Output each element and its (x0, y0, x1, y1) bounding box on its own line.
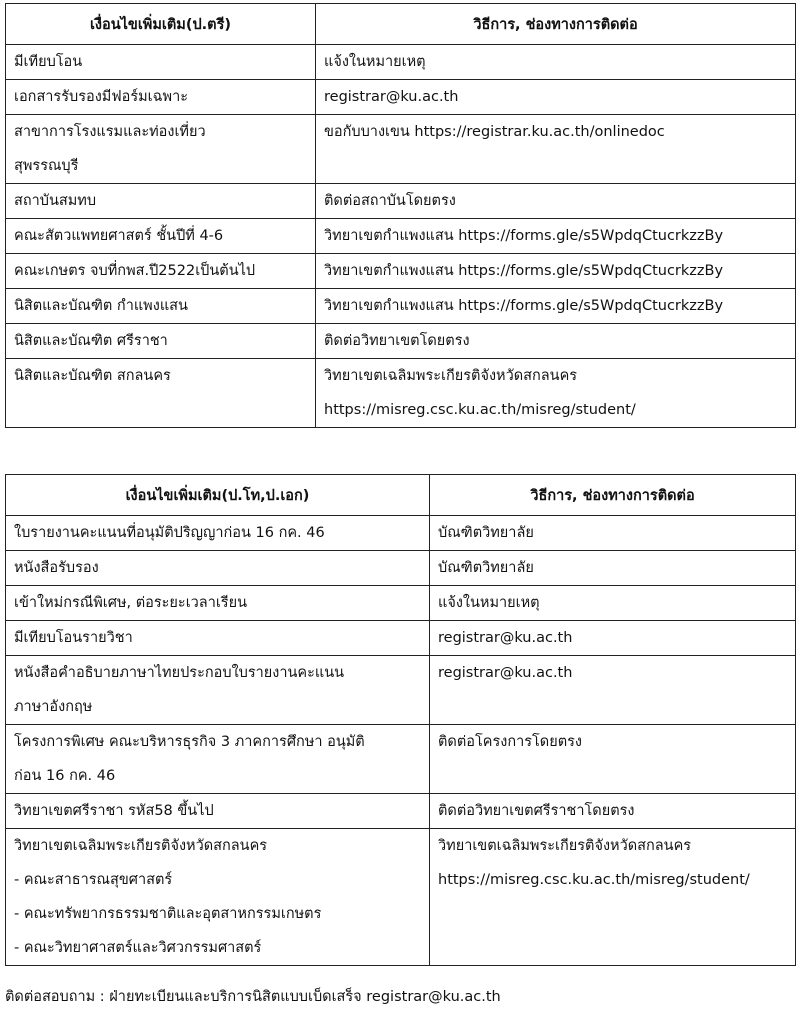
condition-text: วิทยาเขตเฉลิมพระเกียรติจังหวัดสกลนคร (14, 838, 268, 854)
table-row (6, 359, 796, 428)
contact-text: แจ้งในหมายเหตุ (438, 595, 540, 611)
contact-cell (316, 254, 796, 289)
condition-cell (6, 551, 430, 586)
table-row (6, 794, 796, 829)
contact-cell (316, 80, 796, 115)
condition-cell (6, 184, 316, 219)
condition-cell (6, 829, 430, 966)
condition-cell (6, 289, 316, 324)
condition-column-header: เงื่อนไขเพิ่มเติม(ป.โท,ป.เอก) (6, 475, 430, 516)
contact-cell (316, 219, 796, 254)
condition-cell (6, 621, 430, 656)
condition-cell (6, 324, 316, 359)
condition-text: คณะเกษตร จบที่กพส.ปี2522เป็นต้นไป (14, 263, 256, 279)
condition-text: มีเทียบโอนรายวิชา (14, 630, 133, 646)
condition-text: - คณะสาธารณสุขศาสตร์ (14, 872, 173, 888)
contact-cell (430, 794, 796, 829)
table-row (6, 80, 796, 115)
condition-text: มีเทียบโอน (14, 54, 83, 70)
condition-cell (6, 219, 316, 254)
contact-cell (316, 45, 796, 80)
contact-text: วิทยาเขตกำแพงแสน https://forms.gle/s5WpdqCtucrkzzBy (324, 228, 724, 244)
condition-text: หนังสือคำอธิบายภาษาไทยประกอบใบรายงานคะแนน (14, 665, 345, 681)
table-row (6, 254, 796, 289)
table-row (6, 45, 796, 80)
condition-text: เอกสารรับรองมีฟอร์มเฉพาะ (14, 89, 188, 105)
condition-cell (6, 586, 430, 621)
contact-cell (430, 621, 796, 656)
condition-text: หนังสือรับรอง (14, 560, 99, 576)
contact-text: แจ้งในหมายเหตุ (324, 54, 426, 70)
contact-text: registrar@ku.ac.th (438, 630, 573, 646)
contact-text: วิทยาเขตเฉลิมพระเกียรติจังหวัดสกลนคร (324, 368, 578, 384)
contact-cell (430, 725, 796, 794)
contact-cell (430, 516, 796, 551)
table-header-row (6, 4, 796, 45)
condition-cell (6, 45, 316, 80)
condition-cell (6, 254, 316, 289)
contact-text: บัณฑิตวิทยาลัย (438, 525, 534, 541)
contact-cell (430, 829, 796, 966)
contact-text: https://misreg.csc.ku.ac.th/misreg/student/ (438, 872, 750, 888)
condition-text: คณะสัตวแพทยศาสตร์ ชั้นปีที่ 4-6 (14, 228, 224, 244)
condition-cell (6, 725, 430, 794)
contact-cell (316, 324, 796, 359)
table-row (6, 656, 796, 725)
contact-cell (316, 289, 796, 324)
contact-cell (430, 586, 796, 621)
contact-text: ติดต่อวิทยาเขตศรีราชาโดยตรง (438, 803, 635, 819)
contact-text: วิทยาเขตกำแพงแสน https://forms.gle/s5WpdqCtucrkzzBy (324, 263, 724, 279)
condition-text: นิสิตและบัณฑิต สกลนคร (14, 368, 171, 384)
condition-text: นิสิตและบัณฑิต ศรีราชา (14, 333, 168, 349)
condition-text: สาขาการโรงแรมและท่องเที่ยว (14, 124, 206, 140)
condition-text: วิทยาเขตศรีราชา รหัส58 ขึ้นไป (14, 803, 214, 819)
condition-text: สุพรรณบุรี (14, 158, 79, 174)
table-row (6, 621, 796, 656)
condition-text: - คณะทรัพยากรธรรมชาติและอุตสาหกรรมเกษตร (14, 906, 322, 922)
condition-cell (6, 80, 316, 115)
contact-footer-note: ติดต่อสอบถาม : ฝ่ายทะเบียนและบริการนิสิตแบบเบ็ดเสร็จ registrar@ku.ac.th (5, 989, 501, 1005)
table-row (6, 184, 796, 219)
contact-text: บัณฑิตวิทยาลัย (438, 560, 534, 576)
contact-text: ติดต่อวิทยาเขตโดยตรง (324, 333, 470, 349)
condition-text: นิสิตและบัณฑิต กำแพงแสน (14, 298, 188, 314)
contact-column-header: วิธีการ, ช่องทางการติดต่อ (430, 475, 796, 516)
condition-cell (6, 516, 430, 551)
condition-cell (6, 794, 430, 829)
table-row (6, 829, 796, 966)
contact-text: ติดต่อโครงการโดยตรง (438, 734, 583, 750)
contact-text: registrar@ku.ac.th (324, 89, 459, 105)
table-row (6, 725, 796, 794)
condition-text: ก่อน 16 กค. 46 (14, 768, 116, 784)
contact-text: registrar@ku.ac.th (438, 665, 573, 681)
table-row (6, 551, 796, 586)
condition-cell (6, 656, 430, 725)
table-row (6, 586, 796, 621)
contact-text: https://misreg.csc.ku.ac.th/misreg/student/ (324, 402, 636, 418)
condition-text: เข้าใหม่กรณีพิเศษ, ต่อระยะเวลาเรียน (14, 595, 247, 611)
condition-text: โครงการพิเศษ คณะบริหารธุรกิจ 3 ภาคการศึกษา อนุมัติ (14, 734, 365, 750)
contact-text: ติดต่อสถาบันโดยตรง (324, 193, 456, 209)
condition-text: สถาบันสมทบ (14, 193, 97, 209)
table-row (6, 289, 796, 324)
condition-column-header: เงื่อนไขเพิ่มเติม(ป.ตรี) (6, 4, 316, 45)
contact-text: วิทยาเขตกำแพงแสน https://forms.gle/s5WpdqCtucrkzzBy (324, 298, 724, 314)
contact-cell (430, 656, 796, 725)
condition-cell (6, 115, 316, 184)
condition-text: ใบรายงานคะแนนที่อนุมัติปริญญาก่อน 16 กค. 46 (14, 525, 325, 541)
contact-column-header: วิธีการ, ช่องทางการติดต่อ (316, 4, 796, 45)
table-row (6, 516, 796, 551)
graduate-conditions-table (5, 474, 796, 966)
contact-cell (316, 359, 796, 428)
contact-cell (316, 115, 796, 184)
undergrad-conditions-table (5, 3, 796, 428)
table-row (6, 324, 796, 359)
condition-text: ภาษาอังกฤษ (14, 699, 93, 715)
contact-text: วิทยาเขตเฉลิมพระเกียรติจังหวัดสกลนคร (438, 838, 692, 854)
contact-cell (430, 551, 796, 586)
contact-cell (316, 184, 796, 219)
table-row (6, 219, 796, 254)
table-row (6, 115, 796, 184)
contact-text: ขอกับบางเขน https://registrar.ku.ac.th/onlinedoc (324, 124, 665, 140)
condition-text: - คณะวิทยาศาสตร์และวิศวกรรมศาสตร์ (14, 940, 262, 956)
table-header-row (6, 475, 796, 516)
condition-cell (6, 359, 316, 428)
